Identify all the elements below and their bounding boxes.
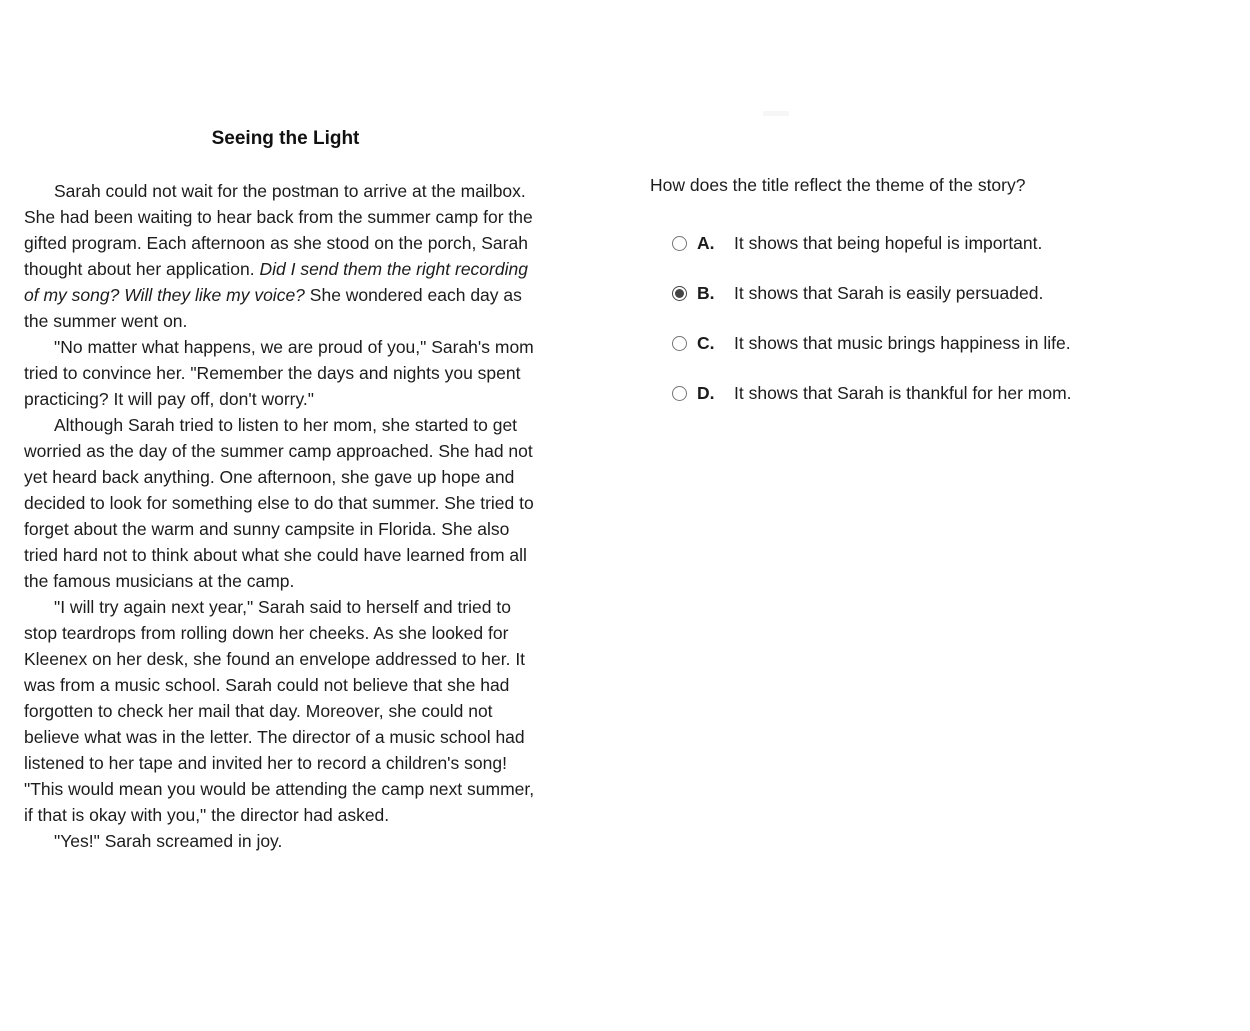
radio-option-a[interactable] (672, 236, 687, 251)
paragraph-1-italic: Did I send them the right recording of my song? Will they like my voice? (24, 259, 528, 305)
option-text-c: It shows that music brings happiness in life. (734, 333, 1071, 353)
answer-option-d[interactable] (672, 380, 1215, 406)
radio-option-c[interactable] (672, 336, 687, 351)
radio-option-d[interactable] (672, 386, 687, 401)
story-paragraph-2: "No matter what happens, we are proud of you," Sarah's mom tried to convince her. "Remember the days and nights you spent practicing? It will pay off, don't worry." (24, 337, 534, 409)
option-letter-b: B. (697, 283, 715, 303)
paragraph-1-post: She wondered each day as the summer went on. (24, 285, 522, 331)
option-letter-c: C. (697, 333, 715, 353)
paragraph-1-pre: Sarah could not wait for the postman to arrive at the mailbox. She had been waiting to hear back from the summer camp for the gifted program. Each afternoon as she stood on the porch, Sarah thought about her application. (24, 181, 533, 279)
answer-option-c[interactable] (672, 330, 1215, 356)
question-prompt: How does the title reflect the theme of the story? (650, 175, 1026, 195)
option-text-d: It shows that Sarah is thankful for her mom. (734, 383, 1072, 403)
option-letter-a: A. (697, 233, 715, 253)
faint-artifact (763, 111, 789, 116)
option-letter-d: D. (697, 383, 715, 403)
answer-option-a[interactable] (672, 230, 1215, 256)
answer-options (650, 230, 1215, 406)
story-paragraph-4: "I will try again next year," Sarah said to herself and tried to stop teardrops from rolling down her cheeks. As she looked for Kleenex on her desk, she found an envelope addressed to her. It was from a music school. Sarah could not believe that she had forgotten to check her mail that day. Moreover, she could not believe what was in the letter. The director of a music school had listened to her tape and invited her to record a children's song! "This would mean you would be attending the camp next summer, if that is okay with you," the director had asked. (24, 597, 535, 825)
story-panel (24, 128, 547, 854)
story-paragraph-1 (24, 178, 547, 334)
question-panel (650, 172, 1215, 430)
story-paragraph-3: Although Sarah tried to listen to her mom, she started to get worried as the day of the summer camp approached. She had not yet heard back anything. One afternoon, she gave up hope and decided to look for something else to do that summer. She tried to forget about the warm and sunny campsite in Florida. She also tried hard not to think about what she could have learned from all the famous musicians at the camp. (24, 415, 534, 591)
option-text-b: It shows that Sarah is easily persuaded. (734, 283, 1044, 303)
answer-option-b[interactable] (672, 280, 1215, 306)
option-text-a: It shows that being hopeful is important. (734, 233, 1043, 253)
story-paragraph-5: "Yes!" Sarah screamed in joy. (54, 831, 283, 851)
story-title: Seeing the Light (211, 128, 360, 149)
radio-option-b[interactable] (672, 286, 687, 301)
